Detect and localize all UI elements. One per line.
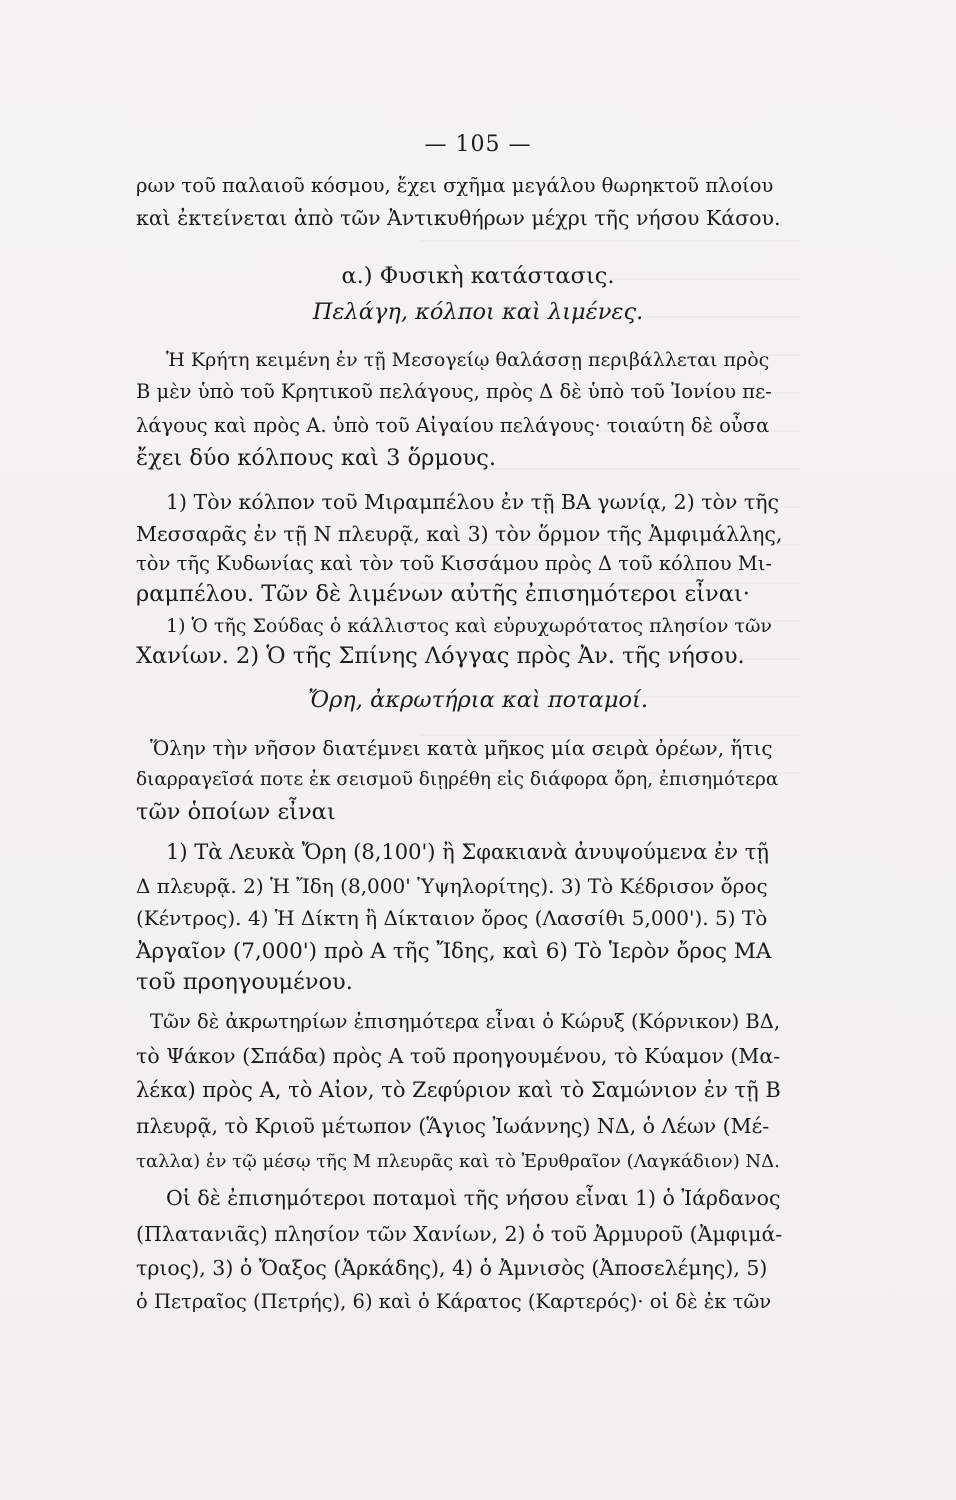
text-line: ρων τοῦ παλαιοῦ κόσμου, ἔχει σχῆμα μεγάλου θωρηκτοῦ πλοίου: [136, 174, 774, 197]
text-line: Ὅλην τὴν νῆσον διατέμνει κατὰ μῆκος μία σειρὰ ὀρέων, ἥτις: [150, 736, 773, 760]
text-line: Ἡ Κρήτη κειμένη ἐν τῇ Μεσογείῳ θαλάσσῃ περιβάλλεται πρὸς: [166, 349, 770, 371]
text-line: Β μὲν ὑπὸ τοῦ Κρητικοῦ πελάγους, πρὸς Δ δὲ ὑπὸ τοῦ Ἰονίου πε-: [136, 380, 772, 403]
text-line: λέκα) πρὸς Α, τὸ Αἰον, τὸ Ζεφύριον καὶ τὸ Σαμώνιον ἐν τῇ Β: [136, 1078, 781, 1102]
text-line: 1) Τὰ Λευκὰ Ὄρη (8,100') ἢ Σφακιανὰ ἀνυψούμενα ἐν τῇ: [166, 840, 769, 864]
subsection-heading: Πελάγη, κόλποι καὶ λιμένες.: [312, 299, 644, 325]
text-line: (Πλατανιᾶς) πλησίον τῶν Χανίων, 2) ὁ τοῦ Ἀρμυροῦ (Ἀμφιμά-: [136, 1222, 783, 1246]
subsection-heading: Ὄρη, ἀκρωτήρια καὶ ποταμοί.: [308, 687, 648, 713]
text-line: διαρραγεῖσά ποτε ἐκ σεισμοῦ διῃρέθη εἰς διάφορα ὄρη, ἐπισημότερα: [136, 769, 779, 790]
text-line: Οἱ δὲ ἐπισημότεροι ποταμοὶ τῆς νήσου εἶναι 1) ὁ Ἰάρδανος: [166, 1186, 781, 1210]
text-line: τοῦ προηγουμένου.: [136, 969, 353, 995]
text-line: Τῶν δὲ ἀκρωτηρίων ἐπισημότερα εἶναι ὁ Κώρυξ (Κόρνικον) ΒΔ,: [150, 1010, 781, 1033]
text-line: Μεσσαρᾶς ἐν τῇ Ν πλευρᾷ, καὶ 3) τὸν ὅρμον τῆς Ἀμφιμάλλης,: [136, 522, 783, 546]
text-line: (Κέντρος). 4) Ἡ Δίκτη ἢ Δίκταιον ὄρος (Λασσίθι 5,000'). 5) Τὸ: [136, 906, 768, 930]
text-line: ὁ Πετραῖος (Πετρής), 6) καὶ ὁ Κάρατος (Καρτερός)· οἱ δὲ ἐκ τῶν: [136, 1290, 772, 1313]
text-line: ραμπέλου. Τῶν δὲ λιμένων αὐτῆς ἐπισημότεροι εἶναι·: [136, 581, 750, 607]
text-line: τὸ Ψάκον (Σπάδα) πρὸς Α τοῦ προηγουμένου, τὸ Κύαμον (Μα-: [136, 1044, 781, 1068]
text-line: τριος), 3) ὁ Ὄαξος (Ἀρκάδης), 4) ὁ Ἀμνισὸς (Ἀποσελέμης), 5): [136, 1256, 768, 1280]
text-line: ταλλα) ἐν τῷ μέσῳ τῆς Μ πλευρᾶς καὶ τὸ Ἐρυθραῖον (Λαγκάδιον) ΝΔ.: [136, 1151, 780, 1172]
text-line: 1) Ὁ τῆς Σούδας ὁ κάλλιστος καὶ εὐρυχωρότατος πλησίον τῶν: [166, 615, 772, 637]
text-line: Ἀργαῖον (7,000') πρὸ Α τῆς Ἴδης, καὶ 6) Τὸ Ἱερὸν ὄρος ΜΑ: [136, 939, 772, 964]
text-line: πλευρᾷ, τὸ Κριοῦ μέτωπον (Ἅγιος Ἰωάννης) ΝΔ, ὁ Λέων (Μέ-: [136, 1114, 770, 1138]
text-line: Χανίων. 2) Ὁ τῆς Σπίνης Λόγγας πρὸς Ἀν. τῆς νήσου.: [136, 643, 745, 669]
page-number: — 105 —: [424, 132, 532, 157]
text-line: τὸν τῆς Κυδωνίας καὶ τὸν τοῦ Κισσάμου πρὸς Δ τοῦ κόλπου Μι-: [136, 552, 772, 575]
text-line: τῶν ὁποίων εἶναι: [136, 799, 336, 825]
text-line: καὶ ἐκτείνεται ἀπὸ τῶν Ἀντικυθήρων μέχρι τῆς νήσου Κάσου.: [136, 206, 781, 230]
text-line: 1) Τὸν κόλπον τοῦ Μιραμπέλου ἐν τῇ ΒΑ γωνίᾳ, 2) τὸν τῆς: [166, 490, 779, 514]
section-heading: α.) Φυσικὴ κατάστασις.: [341, 263, 615, 289]
text-line: λάγους καὶ πρὸς Α. ὑπὸ τοῦ Αἰγαίου πελάγους· τοιαύτη δὲ οὖσα: [136, 414, 770, 437]
text-line: Δ πλευρᾷ. 2) Ἡ Ἴδη (8,000' Ὑψηλορίτης). 3) Τὸ Κέδρισον ὄρος: [136, 874, 768, 898]
text-line: ἔχει δύο κόλπους καὶ 3 ὅρμους.: [136, 445, 496, 471]
